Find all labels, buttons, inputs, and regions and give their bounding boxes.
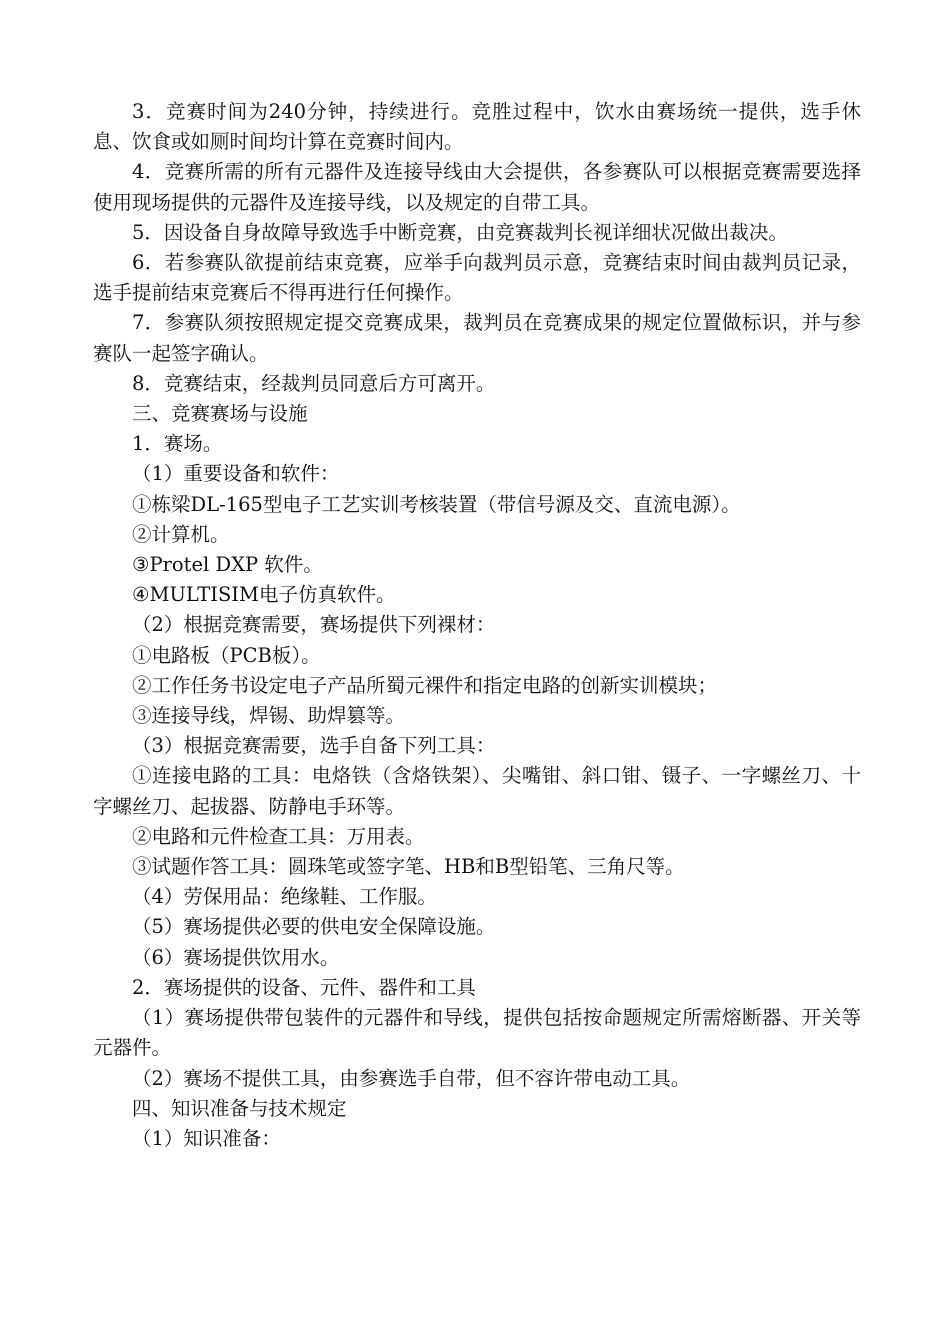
list-item: ②计算机。 bbox=[132, 522, 230, 546]
paragraph-rule-4: 4．竞赛所需的所有元器件及连接导线由大会提供，各参赛队可以根据竞赛需要选择使用现场提供的元器件及连接导线，以及规定的自带工具。 bbox=[93, 160, 861, 214]
item-power-safety: （5）赛场提供必要的供电安全保障设施。 bbox=[132, 915, 496, 939]
paragraph-rule-5: 5．因设备自身故障导致选手中断竞赛，由竞赛裁判长视详细状况做出裁决。 bbox=[132, 220, 788, 244]
subsection-provided-equipment: 2．赛场提供的设备、元件、器件和工具 bbox=[132, 975, 476, 999]
list-item: ①连接电路的工具：电烙铁（含烙铁架）、尖嘴钳、斜口钳、镊子、一字螺丝刀、十字螺丝刀、起拔器、防静电手环等。 bbox=[93, 764, 861, 818]
subsection-venue: 1．赛场。 bbox=[132, 432, 223, 456]
item-drinking-water: （6）赛场提供饮用水。 bbox=[132, 945, 340, 969]
list-item: ①电路板（PCB板）。 bbox=[132, 643, 321, 667]
paragraph-rule-6: 6．若参赛队欲提前结束竞赛，应举手向裁判员示意，竞赛结束时间由裁判员记录，选手提前结束竞赛后不得再进行任何操作。 bbox=[93, 251, 861, 305]
list-item: （2）赛场不提供工具，由参赛选手自带，但不容许带电动工具。 bbox=[132, 1066, 691, 1090]
paragraph-rule-7: 7．参赛队须按照规定提交竞赛成果，裁判员在竞赛成果的规定位置做标识，并与参赛队一起签字确认。 bbox=[93, 311, 861, 365]
item-protective-gear: （4）劳保用品：绝缘鞋、工作服。 bbox=[132, 885, 437, 909]
item-venue-materials: （2）根据竞赛需要，赛场提供下列裸材： bbox=[132, 613, 496, 637]
item-equipment-software: （1）重要设备和软件： bbox=[132, 462, 340, 486]
list-item: ③连接导线，焊锡、助焊篡等。 bbox=[132, 704, 406, 728]
section-heading-3: 三、竞赛赛场与设施 bbox=[132, 402, 308, 426]
list-item: ①栋梁DL-165型电子工艺实训考核装置（带信号源及交、直流电源）。 bbox=[132, 492, 741, 516]
item-contestant-tools: （3）根据竞赛需要，选手自备下列工具： bbox=[132, 734, 496, 758]
list-item: ③试题作答工具：圆珠笔或签字笔、HB和B型铅笔、三角尺等。 bbox=[132, 855, 685, 879]
list-item: ④MULTISIM电子仿真软件。 bbox=[132, 583, 396, 607]
paragraph-rule-3: 3．竞赛时间为240分钟，持续进行。竞胜过程中，饮水由赛场统一提供，选手休息、饮食或如厕时间均计算在竞赛时间内。 bbox=[93, 100, 861, 154]
section-heading-4: 四、知识准备与技术规定 bbox=[132, 1096, 347, 1120]
list-item: （1）赛场提供带包装件的元器件和导线，提供包括按命题规定所需熔断器、开关等元器件。 bbox=[93, 1006, 861, 1060]
paragraph-rule-8: 8．竞赛结束，经裁判员同意后方可离开。 bbox=[132, 371, 496, 395]
item-knowledge-preparation: （1）知识准备： bbox=[132, 1126, 281, 1150]
document-body bbox=[93, 97, 861, 1154]
list-item: ③Protel DXP 软件。 bbox=[132, 553, 323, 577]
list-item: ②电路和元件检查工具：万用表。 bbox=[132, 824, 425, 848]
list-item: ②工作任务书设定电子产品所蜀元裸件和指定电路的创新实训模块； bbox=[132, 673, 718, 697]
